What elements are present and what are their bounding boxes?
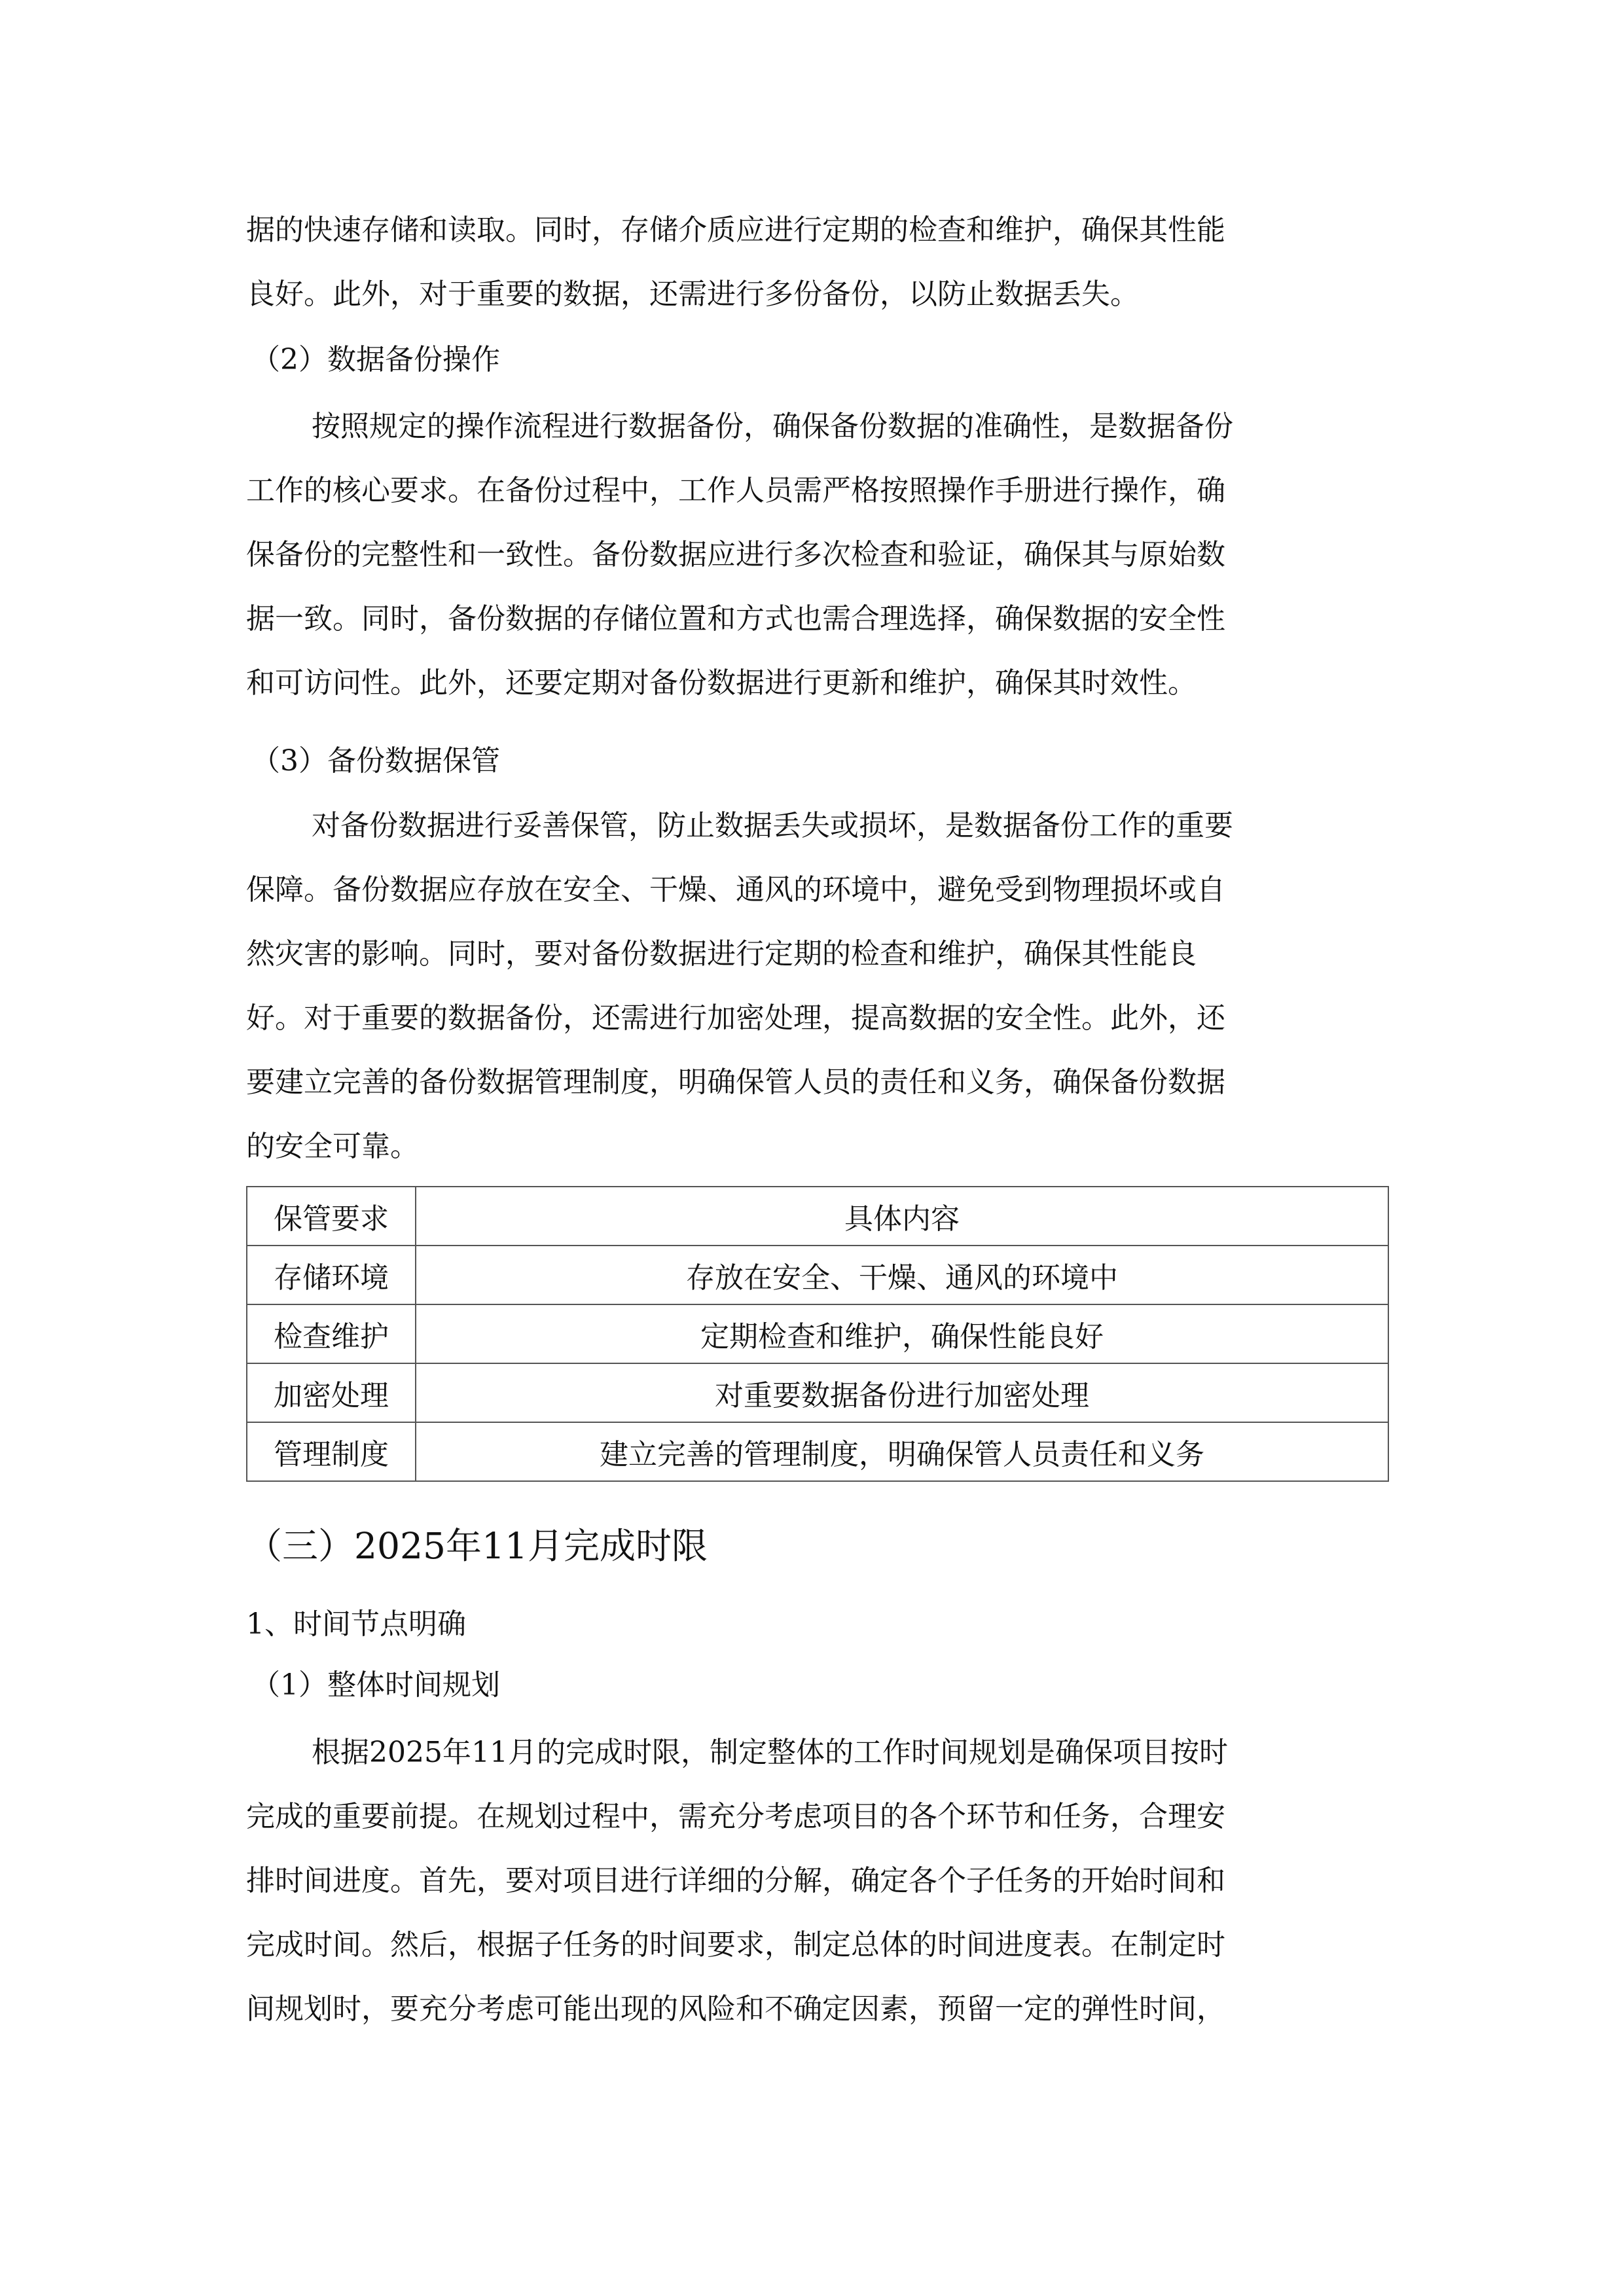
paragraph-line: 工作的核心要求。在备份过程中，工作人员需严格按照操作手册进行操作，确 [246, 474, 1225, 507]
paragraph-line: 好。对于重要的数据备份，还需进行加密处理，提高数据的安全性。此外，还 [246, 1001, 1225, 1035]
paragraph-line: 然灾害的影响。同时，要对备份数据进行定期的检查和维护，确保其性能良 [246, 937, 1197, 971]
table-row [247, 1422, 1388, 1481]
section-heading: （1）整体时间规划 [251, 1668, 500, 1702]
table-header-row [247, 1187, 1388, 1246]
paragraph-line: 要建立完善的备份数据管理制度，明确保管人员的责任和义务，确保备份数据 [246, 1066, 1225, 1099]
chapter-heading: （三）2025年11月完成时限 [246, 1525, 708, 1567]
paragraph-line: 保备份的完整性和一致性。备份数据应进行多次检查和验证，确保其与原始数 [246, 538, 1225, 571]
paragraph-line: 完成时间。然后，根据子任务的时间要求，制定总体的时间进度表。在制定时 [246, 1928, 1225, 1962]
paragraph-line: 排时间进度。首先，要对项目进行详细的分解，确定各个子任务的开始时间和 [246, 1864, 1225, 1897]
table-cell: 建立完善的管理制度，明确保管人员责任和义务 [416, 1422, 1388, 1481]
table-cell: 存放在安全、干燥、通风的环境中 [416, 1246, 1388, 1304]
table-cell: 检查维护 [247, 1304, 416, 1363]
section-heading: （3）备份数据保管 [251, 744, 500, 778]
paragraph-line: 良好。此外，对于重要的数据，还需进行多份备份，以防止数据丢失。 [246, 278, 1139, 311]
table-row [247, 1246, 1388, 1304]
table-cell: 管理制度 [247, 1422, 416, 1481]
storage-requirements-table [246, 1186, 1389, 1482]
paragraph-line: 按照规定的操作流程进行数据备份，确保备份数据的准确性，是数据备份 [312, 410, 1233, 443]
table-cell: 定期检查和维护，确保性能良好 [416, 1304, 1388, 1363]
paragraph-line: 完成的重要前提。在规划过程中，需充分考虑项目的各个环节和任务，合理安 [246, 1800, 1225, 1833]
paragraph-line: 间规划时，要充分考虑可能出现的风险和不确定因素，预留一定的弹性时间， [246, 1992, 1225, 2026]
paragraph-line: 和可访问性。此外，还要定期对备份数据进行更新和维护，确保其时效性。 [246, 666, 1197, 700]
section-heading: （2）数据备份操作 [251, 343, 500, 376]
table-row [247, 1304, 1388, 1363]
paragraph-line: 保障。备份数据应存放在安全、干燥、通风的环境中，避免受到物理损坏或自 [246, 873, 1225, 906]
table-cell: 对重要数据备份进行加密处理 [416, 1363, 1388, 1422]
table-row [247, 1363, 1388, 1422]
paragraph-line: 据的快速存储和读取。同时，存储介质应进行定期的检查和维护，确保其性能 [246, 213, 1225, 247]
sub-heading: 1、时间节点明确 [246, 1607, 466, 1641]
table-cell: 存储环境 [247, 1246, 416, 1304]
paragraph-line: 根据2025年11月的完成时限，制定整体的工作时间规划是确保项目按时 [312, 1736, 1228, 1769]
paragraph-line: 对备份数据进行妥善保管，防止数据丢失或损坏，是数据备份工作的重要 [312, 809, 1233, 842]
table-header-cell: 具体内容 [416, 1187, 1388, 1246]
table-cell: 加密处理 [247, 1363, 416, 1422]
table-header-cell: 保管要求 [247, 1187, 416, 1246]
paragraph-line: 的安全可靠。 [246, 1130, 419, 1163]
paragraph-line: 据一致。同时，备份数据的存储位置和方式也需合理选择，确保数据的安全性 [246, 602, 1225, 636]
